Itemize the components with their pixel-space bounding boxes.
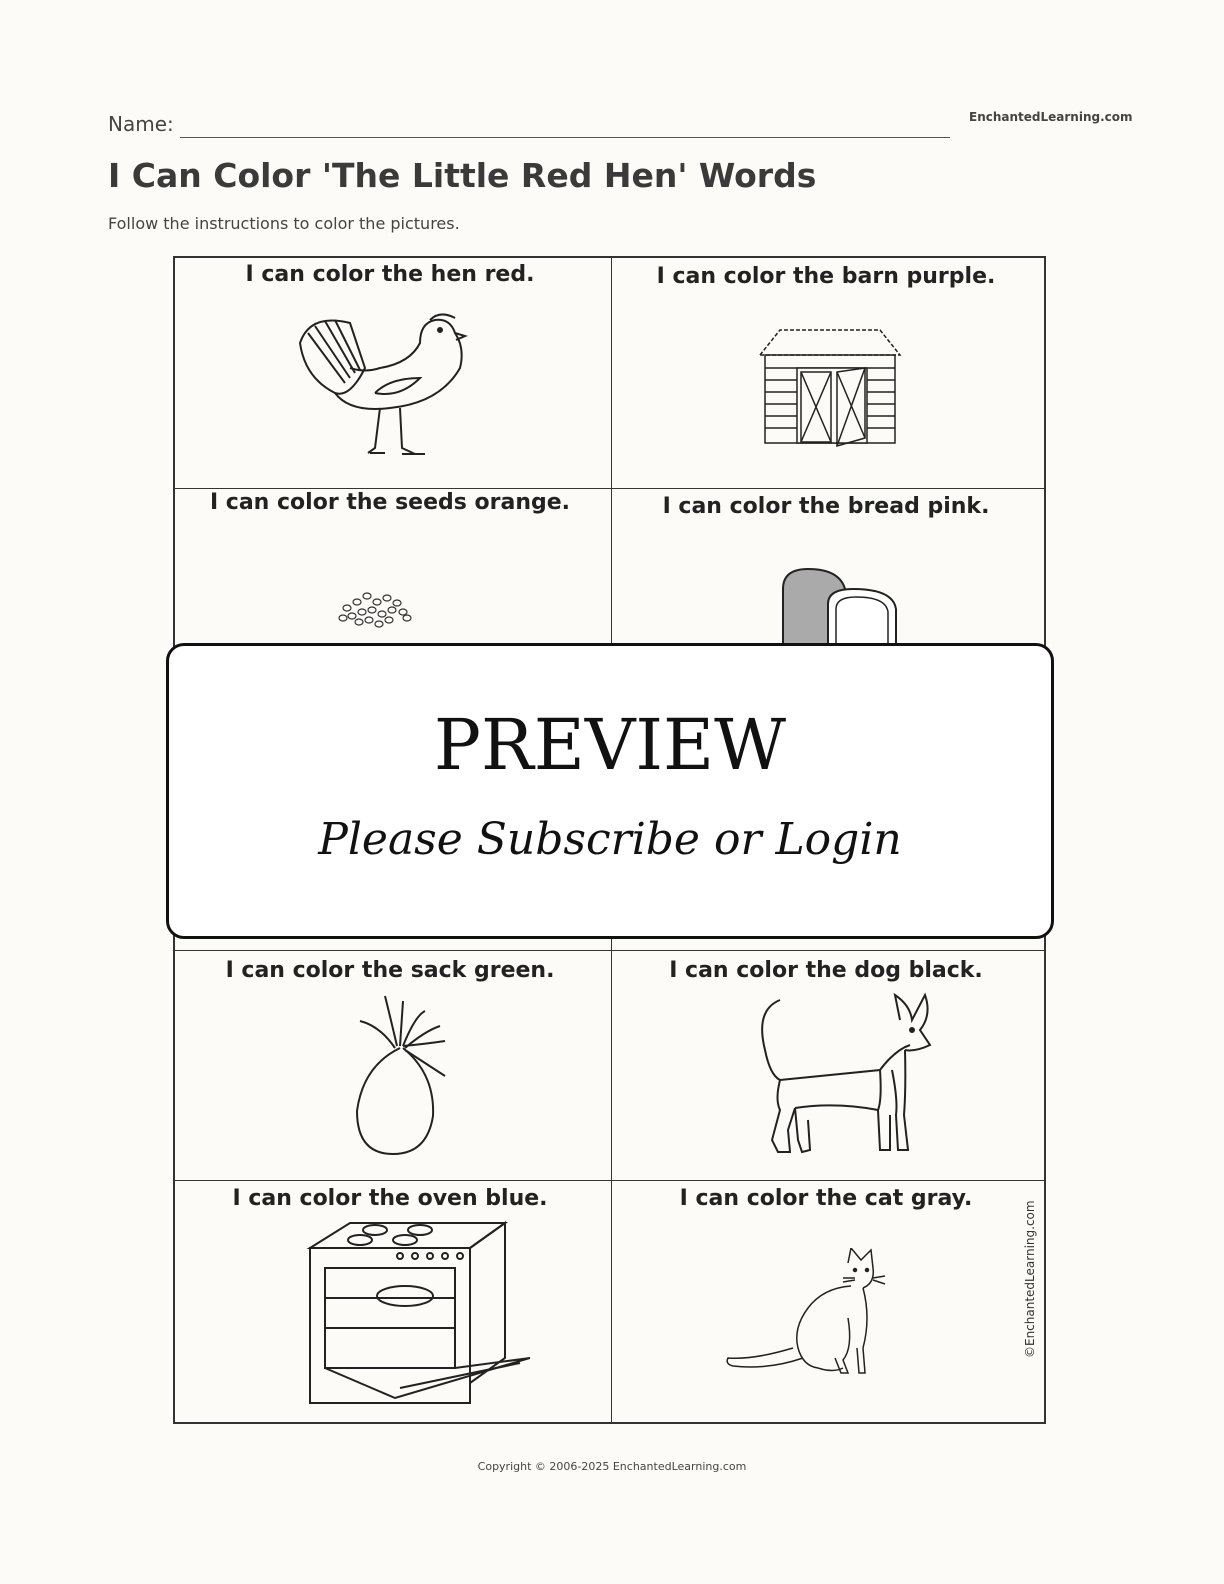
cell-label-sack: I can color the sack green. [225,958,555,983]
subscribe-login-link[interactable]: Please Subscribe or Login [318,814,902,865]
cell-label-hen: I can color the hen red. [245,262,535,287]
page-title: I Can Color 'The Little Red Hen' Words [108,156,817,195]
instructions: Follow the instructions to color the pictures. [108,214,460,233]
name-label: Name: [108,112,174,136]
hen-icon [290,308,470,463]
cell-label-cat: I can color the cat gray. [679,1186,973,1211]
dog-icon [740,990,940,1160]
cell-label-seeds: I can color the seeds orange. [209,490,571,515]
preview-title: PREVIEW [433,704,787,786]
preview-overlay[interactable] [166,643,1054,939]
grid-divider [175,488,1044,489]
cat-icon [723,1248,893,1383]
grid-divider [175,1180,1044,1181]
cell-label-barn: I can color the barn purple. [656,264,996,289]
name-line[interactable] [180,137,950,138]
cell-label-oven: I can color the oven blue. [232,1186,548,1211]
cell-label-bread: I can color the bread pink. [662,494,990,519]
copyright: Copyright © 2006-2025 EnchantedLearning.com [477,1460,747,1473]
barn-icon [755,320,905,450]
seeds-icon [337,588,417,633]
grid-divider [175,950,1044,951]
sack-icon [345,986,455,1156]
oven-icon [305,1218,530,1408]
watermark: ©EnchantedLearning.com [1023,1200,1037,1358]
cell-label-dog: I can color the dog black. [669,958,983,983]
bread-icon [778,564,908,644]
site-name[interactable]: EnchantedLearning.com [969,110,1133,124]
